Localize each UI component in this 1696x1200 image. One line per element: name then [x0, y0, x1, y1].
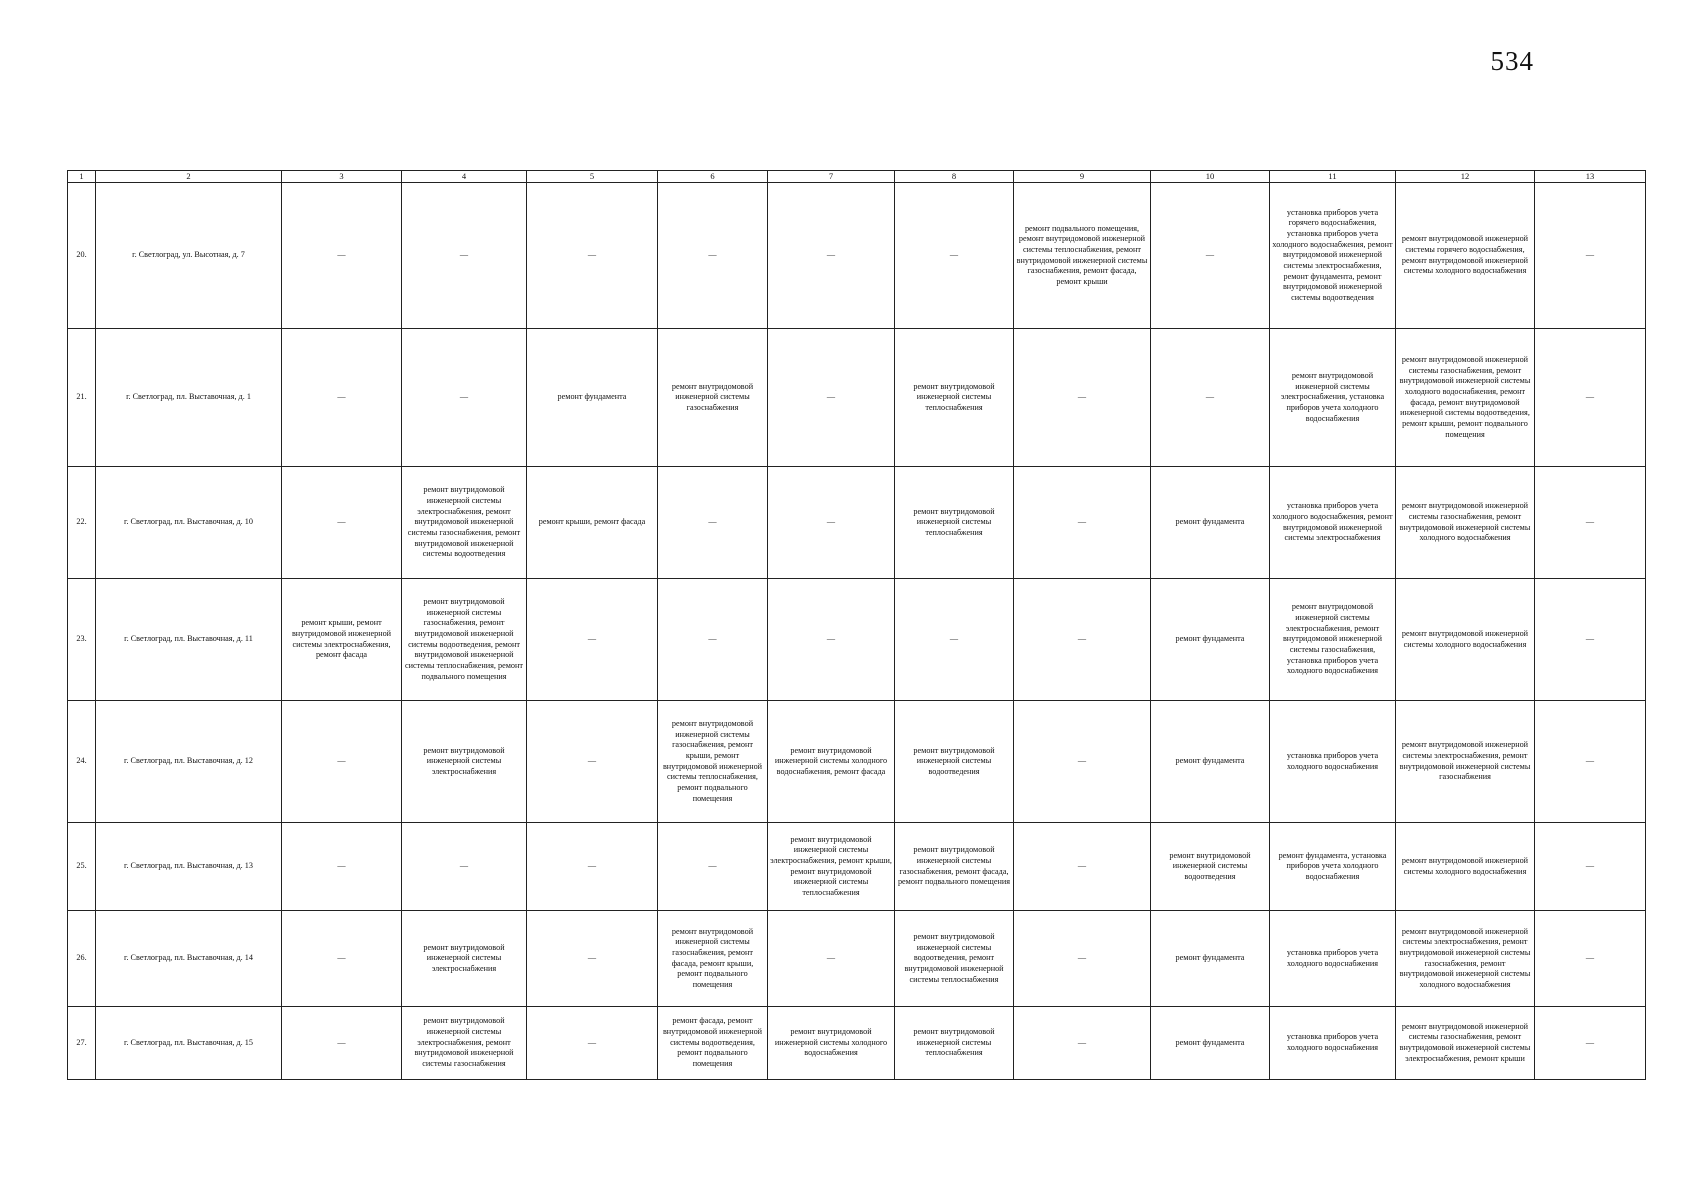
- work-cell-12: [1396, 823, 1535, 911]
- work-text: ремонт внутридомовой инженерной системы электроснабжения, ремонт крыши, ремонт внутридомовой инженерной системы теплоснабжения: [770, 834, 892, 897]
- table-row: [68, 183, 1646, 329]
- work-text: установка приборов учета холодного водоснабжения, ремонт внутридомовой инженерной системы электроснабжения: [1272, 501, 1393, 543]
- work-cell-6: [658, 701, 768, 823]
- table-row: [68, 701, 1646, 823]
- work-text: —: [337, 250, 346, 260]
- work-cell-8: [895, 183, 1014, 329]
- work-text: ремонт внутридомовой инженерной системы теплоснабжения: [913, 1027, 995, 1058]
- work-cell-7: [768, 701, 895, 823]
- work-text: ремонт фасада, ремонт внутридомовой инженерной системы водоотведения, ремонт подвального помещения: [662, 1016, 763, 1069]
- address-text: г. Светлоград, пл. Выставочная, д. 10: [124, 517, 253, 527]
- work-text: —: [1077, 861, 1087, 871]
- work-text: —: [708, 634, 717, 644]
- work-cell-3: [282, 467, 402, 579]
- work-text: —: [587, 250, 597, 260]
- row-number: [68, 579, 96, 701]
- address-cell: [96, 701, 282, 823]
- work-text: ремонт внутридомовой инженерной системы электроснабжения, ремонт внутридомовой инженерной системы газоснабжения, установка приборов учета холодного водоснабжения: [1282, 602, 1383, 676]
- table-row: [68, 579, 1646, 701]
- work-text: ремонт внутридомовой инженерной системы водоотведения: [1169, 850, 1251, 881]
- table-row: [68, 911, 1646, 1007]
- work-cell-8: [895, 467, 1014, 579]
- work-cell-5: [527, 183, 658, 329]
- work-cell-7: [768, 329, 895, 467]
- work-text: —: [1077, 517, 1087, 527]
- work-text: —: [1585, 634, 1595, 644]
- work-text: ремонт внутридомовой инженерной системы газоснабжения, ремонт внутридомовой инженерной системы холодного водоснабжения: [1399, 501, 1531, 543]
- work-cell-3: [282, 1007, 402, 1080]
- work-text: —: [708, 250, 717, 260]
- work-text: —: [337, 953, 346, 963]
- work-text: —: [1077, 953, 1087, 963]
- work-cell-13: [1535, 701, 1646, 823]
- work-cell-10: [1151, 1007, 1270, 1080]
- work-cell-3: [282, 701, 402, 823]
- work-cell-10: [1151, 183, 1270, 329]
- work-text: ремонт внутридомовой инженерной системы холодного водоснабжения: [1401, 855, 1529, 876]
- work-cell-11: [1270, 329, 1396, 467]
- column-number: 10: [1151, 171, 1270, 183]
- address-text: г. Светлоград, пл. Выставочная, д. 15: [124, 1037, 253, 1047]
- column-number: 9: [1014, 171, 1151, 183]
- work-text: ремонт внутридомовой инженерной системы горячего водоснабжения, ремонт внутридомовой инженерной системы холодного водоснабжения: [1401, 234, 1529, 276]
- work-cell-11: [1270, 183, 1396, 329]
- row-number-text: 26.: [76, 953, 87, 963]
- work-cell-10: [1151, 911, 1270, 1007]
- table-row: [68, 823, 1646, 911]
- column-number: 8: [895, 171, 1014, 183]
- work-text: —: [587, 1037, 597, 1047]
- work-cell-4: [402, 911, 527, 1007]
- work-text: ремонт внутридомовой инженерной системы электроснабжения, ремонт внутридомовой инженерной системы газоснабжения, ремонт внутридомовой инженерной системы водоотведения: [407, 485, 521, 559]
- work-text: ремонт внутридомовой инженерной системы газоснабжения, ремонт внутридомовой инженерной системы водоотведения, ремонт внутридомовой инженерной системы теплоснабжения, ремонт подвального помещения: [405, 596, 523, 681]
- work-text: установка приборов учета горячего водоснабжения, установка приборов учета холодного водоснабжения, ремонт внутридомовой инженерной системы электроснабжения, ремонт фундамента, ремонт внутридомовой инженерной системы водоотведения: [1272, 207, 1393, 302]
- work-text: —: [1077, 756, 1087, 766]
- work-text: ремонт внутридомовой инженерной системы водоотведения, ремонт внутридомовой инженерной системы теплоснабжения: [904, 931, 1004, 984]
- work-cell-5: [527, 1007, 658, 1080]
- work-text: —: [1077, 1037, 1087, 1047]
- table-row: [68, 467, 1646, 579]
- work-text: —: [1585, 250, 1595, 260]
- work-cell-8: [895, 911, 1014, 1007]
- work-cell-4: [402, 467, 527, 579]
- row-number: [68, 911, 96, 1007]
- work-cell-4: [402, 329, 527, 467]
- row-number-text: 24.: [76, 756, 87, 766]
- column-number: 2: [96, 171, 282, 183]
- address-text: г. Светлоград, пл. Выставочная, д. 13: [124, 861, 253, 871]
- column-number: 11: [1270, 171, 1396, 183]
- work-cell-7: [768, 579, 895, 701]
- work-text: —: [826, 953, 836, 963]
- work-text: ремонт фундамента: [1175, 634, 1245, 644]
- work-text: ремонт внутридомовой инженерной системы газоснабжения, ремонт внутридомовой инженерной системы холодного водоснабжения, ремонт фасада, ремонт внутридомовой инженерной системы водоотведения, ремонт крыши, ремонт подвального помещения: [1399, 354, 1531, 439]
- work-cell-12: [1396, 1007, 1535, 1080]
- page-number: 534: [1490, 46, 1534, 76]
- work-cell-8: [895, 701, 1014, 823]
- column-number: 12: [1396, 171, 1535, 183]
- work-text: ремонт внутридомовой инженерной системы холодного водоснабжения: [774, 1027, 888, 1058]
- row-number-text: 20.: [76, 250, 87, 260]
- row-number-text: 25.: [76, 861, 87, 871]
- address-cell: [96, 911, 282, 1007]
- work-cell-10: [1151, 579, 1270, 701]
- work-text: ремонт фундамента: [1175, 953, 1245, 963]
- work-cell-12: [1396, 467, 1535, 579]
- row-number-text: 21.: [76, 392, 87, 402]
- work-text: —: [708, 517, 717, 527]
- work-text: ремонт внутридомовой инженерной системы газоснабжения, ремонт крыши, ремонт внутридомовой инженерной системы теплоснабжения, ремонт подвального помещения: [662, 718, 763, 803]
- work-text: ремонт внутридомовой инженерной системы холодного водоснабжения, ремонт фасада: [774, 745, 888, 776]
- work-text: ремонт фундамента: [557, 392, 627, 402]
- work-cell-4: [402, 701, 527, 823]
- work-cell-4: [402, 823, 527, 911]
- row-number: [68, 329, 96, 467]
- work-cell-13: [1535, 183, 1646, 329]
- work-cell-11: [1270, 467, 1396, 579]
- work-cell-9: [1014, 579, 1151, 701]
- work-cell-5: [527, 579, 658, 701]
- work-text: —: [459, 861, 469, 871]
- work-text: ремонт внутридомовой инженерной системы холодного водоснабжения: [1401, 628, 1529, 649]
- work-text: ремонт внутридомовой инженерной системы газоснабжения, ремонт фасада, ремонт крыши, ремонт подвального помещения: [671, 926, 754, 989]
- work-cell-6: [658, 183, 768, 329]
- work-text: —: [587, 861, 597, 871]
- work-text: —: [587, 756, 597, 766]
- work-cell-11: [1270, 701, 1396, 823]
- work-text: —: [337, 517, 346, 527]
- work-text: ремонт крыши, ремонт фасада: [538, 517, 646, 527]
- work-text: ремонт внутридомовой инженерной системы водоотведения: [913, 745, 995, 776]
- work-cell-12: [1396, 579, 1535, 701]
- work-text: ремонт внутридомовой инженерной системы газоснабжения, ремонт внутридомовой инженерной системы электроснабжения, ремонт крыши: [1399, 1021, 1531, 1063]
- work-cell-11: [1270, 579, 1396, 701]
- work-cell-6: [658, 467, 768, 579]
- work-cell-13: [1535, 911, 1646, 1007]
- work-text: —: [1585, 517, 1595, 527]
- work-text: —: [1077, 392, 1087, 402]
- work-cell-9: [1014, 467, 1151, 579]
- address-cell: [96, 467, 282, 579]
- work-cell-9: [1014, 1007, 1151, 1080]
- column-number: 3: [282, 171, 402, 183]
- work-text: ремонт внутридомовой инженерной системы теплоснабжения: [913, 381, 995, 412]
- work-text: ремонт внутридомовой инженерной системы газоснабжения, ремонт фасада, ремонт подвального помещения: [897, 845, 1011, 887]
- work-cell-5: [527, 329, 658, 467]
- work-cell-9: [1014, 911, 1151, 1007]
- work-cell-8: [895, 823, 1014, 911]
- work-cell-12: [1396, 911, 1535, 1007]
- row-number: [68, 467, 96, 579]
- work-text: ремонт внутридомовой инженерной системы электроснабжения, установка приборов учета холодного водоснабжения: [1280, 370, 1385, 423]
- work-text: —: [826, 517, 836, 527]
- work-text: ремонт фундамента: [1175, 756, 1245, 766]
- row-number: [68, 701, 96, 823]
- work-cell-4: [402, 1007, 527, 1080]
- work-cell-7: [768, 183, 895, 329]
- work-text: —: [459, 250, 469, 260]
- work-text: ремонт внутридомовой инженерной системы электроснабжения, ремонт внутридомовой инженерной системы газоснабжения, ремонт внутридомовой инженерной системы холодного водоснабжения: [1399, 926, 1531, 989]
- address-text: г. Светлоград, ул. Высотная, д. 7: [132, 250, 245, 260]
- work-cell-12: [1396, 701, 1535, 823]
- work-text: ремонт крыши, ремонт внутридомовой инженерной системы электроснабжения, ремонт фасада: [291, 618, 392, 660]
- repair-plan-table: [67, 170, 1646, 1080]
- work-text: ремонт внутридомовой инженерной системы электроснабжения, ремонт внутридомовой инженерной системы газоснабжения: [414, 1016, 514, 1069]
- work-cell-13: [1535, 467, 1646, 579]
- work-cell-11: [1270, 1007, 1396, 1080]
- work-cell-7: [768, 911, 895, 1007]
- work-cell-5: [527, 911, 658, 1007]
- address-text: г. Светлоград, пл. Выставочная, д. 12: [124, 756, 253, 766]
- column-number: 6: [658, 171, 768, 183]
- column-number: 4: [402, 171, 527, 183]
- work-text: —: [1205, 392, 1215, 402]
- work-text: ремонт внутридомовой инженерной системы электроснабжения: [423, 942, 505, 973]
- work-cell-10: [1151, 823, 1270, 911]
- work-text: —: [1585, 953, 1595, 963]
- column-number: 7: [768, 171, 895, 183]
- work-cell-9: [1014, 329, 1151, 467]
- address-cell: [96, 579, 282, 701]
- work-text: —: [337, 392, 346, 402]
- row-number: [68, 823, 96, 911]
- work-text: ремонт фундамента: [1175, 517, 1245, 527]
- work-text: —: [1585, 756, 1595, 766]
- table-row: [68, 1007, 1646, 1080]
- work-cell-6: [658, 1007, 768, 1080]
- column-number: 1: [68, 171, 96, 183]
- work-cell-8: [895, 1007, 1014, 1080]
- work-text: установка приборов учета холодного водоснабжения: [1286, 947, 1379, 968]
- work-cell-6: [658, 911, 768, 1007]
- row-number-text: 22.: [76, 517, 87, 527]
- work-text: —: [587, 634, 597, 644]
- table-row: [68, 329, 1646, 467]
- work-text: —: [1205, 250, 1215, 260]
- work-text: ремонт внутридомовой инженерной системы электроснабжения: [423, 745, 505, 776]
- work-text: —: [949, 634, 959, 644]
- work-text: —: [826, 392, 836, 402]
- work-text: установка приборов учета холодного водоснабжения: [1286, 750, 1379, 771]
- row-number-text: 23.: [76, 634, 87, 644]
- address-cell: [96, 329, 282, 467]
- work-text: —: [459, 392, 469, 402]
- work-cell-13: [1535, 823, 1646, 911]
- work-cell-12: [1396, 183, 1535, 329]
- work-text: —: [337, 1037, 346, 1047]
- work-cell-4: [402, 183, 527, 329]
- work-cell-5: [527, 467, 658, 579]
- work-cell-6: [658, 823, 768, 911]
- work-cell-10: [1151, 467, 1270, 579]
- row-number: [68, 183, 96, 329]
- work-text: ремонт фундамента, установка приборов учета холодного водоснабжения: [1278, 850, 1387, 881]
- work-text: —: [1077, 634, 1087, 644]
- address-cell: [96, 823, 282, 911]
- work-cell-7: [768, 823, 895, 911]
- work-text: —: [1585, 1037, 1595, 1047]
- work-text: —: [587, 953, 597, 963]
- address-cell: [96, 1007, 282, 1080]
- work-cell-9: [1014, 183, 1151, 329]
- work-text: —: [337, 861, 346, 871]
- work-text: ремонт внутридомовой инженерной системы теплоснабжения: [913, 506, 995, 537]
- work-text: ремонт подвального помещения, ремонт внутридомовой инженерной системы теплоснабжения, ремонт внутридомовой инженерной системы газоснабжения, ремонт фасада, ремонт крыши: [1016, 223, 1148, 286]
- work-cell-12: [1396, 329, 1535, 467]
- work-cell-3: [282, 579, 402, 701]
- work-cell-7: [768, 467, 895, 579]
- column-number: 13: [1535, 171, 1646, 183]
- work-text: —: [826, 250, 836, 260]
- work-cell-13: [1535, 329, 1646, 467]
- column-number: 5: [527, 171, 658, 183]
- work-text: ремонт внутридомовой инженерной системы электроснабжения, ремонт внутридомовой инженерной системы газоснабжения: [1399, 740, 1531, 782]
- work-text: —: [1585, 392, 1595, 402]
- work-cell-6: [658, 579, 768, 701]
- row-number: [68, 1007, 96, 1080]
- work-cell-10: [1151, 329, 1270, 467]
- address-text: г. Светлоград, пл. Выставочная, д. 14: [124, 953, 253, 963]
- column-number-row: [68, 171, 1646, 183]
- address-text: г. Светлоград, пл. Выставочная, д. 11: [124, 634, 253, 644]
- row-number-text: 27.: [76, 1037, 87, 1047]
- work-text: —: [708, 861, 717, 871]
- work-cell-5: [527, 823, 658, 911]
- work-cell-9: [1014, 701, 1151, 823]
- work-cell-3: [282, 823, 402, 911]
- work-text: ремонт фундамента: [1175, 1037, 1245, 1047]
- work-text: —: [337, 756, 346, 766]
- address-cell: [96, 183, 282, 329]
- work-cell-3: [282, 911, 402, 1007]
- work-cell-11: [1270, 823, 1396, 911]
- work-cell-6: [658, 329, 768, 467]
- work-text: —: [826, 634, 836, 644]
- work-cell-8: [895, 579, 1014, 701]
- work-cell-8: [895, 329, 1014, 467]
- work-cell-11: [1270, 911, 1396, 1007]
- work-text: ремонт внутридомовой инженерной системы газоснабжения: [671, 381, 754, 412]
- work-text: установка приборов учета холодного водоснабжения: [1286, 1032, 1379, 1053]
- work-cell-9: [1014, 823, 1151, 911]
- work-cell-4: [402, 579, 527, 701]
- work-cell-3: [282, 183, 402, 329]
- work-cell-13: [1535, 1007, 1646, 1080]
- work-cell-5: [527, 701, 658, 823]
- work-text: —: [1585, 861, 1595, 871]
- work-cell-7: [768, 1007, 895, 1080]
- work-cell-3: [282, 329, 402, 467]
- work-text: —: [949, 250, 959, 260]
- work-cell-13: [1535, 579, 1646, 701]
- work-cell-10: [1151, 701, 1270, 823]
- address-text: г. Светлоград, пл. Выставочная, д. 1: [126, 392, 251, 402]
